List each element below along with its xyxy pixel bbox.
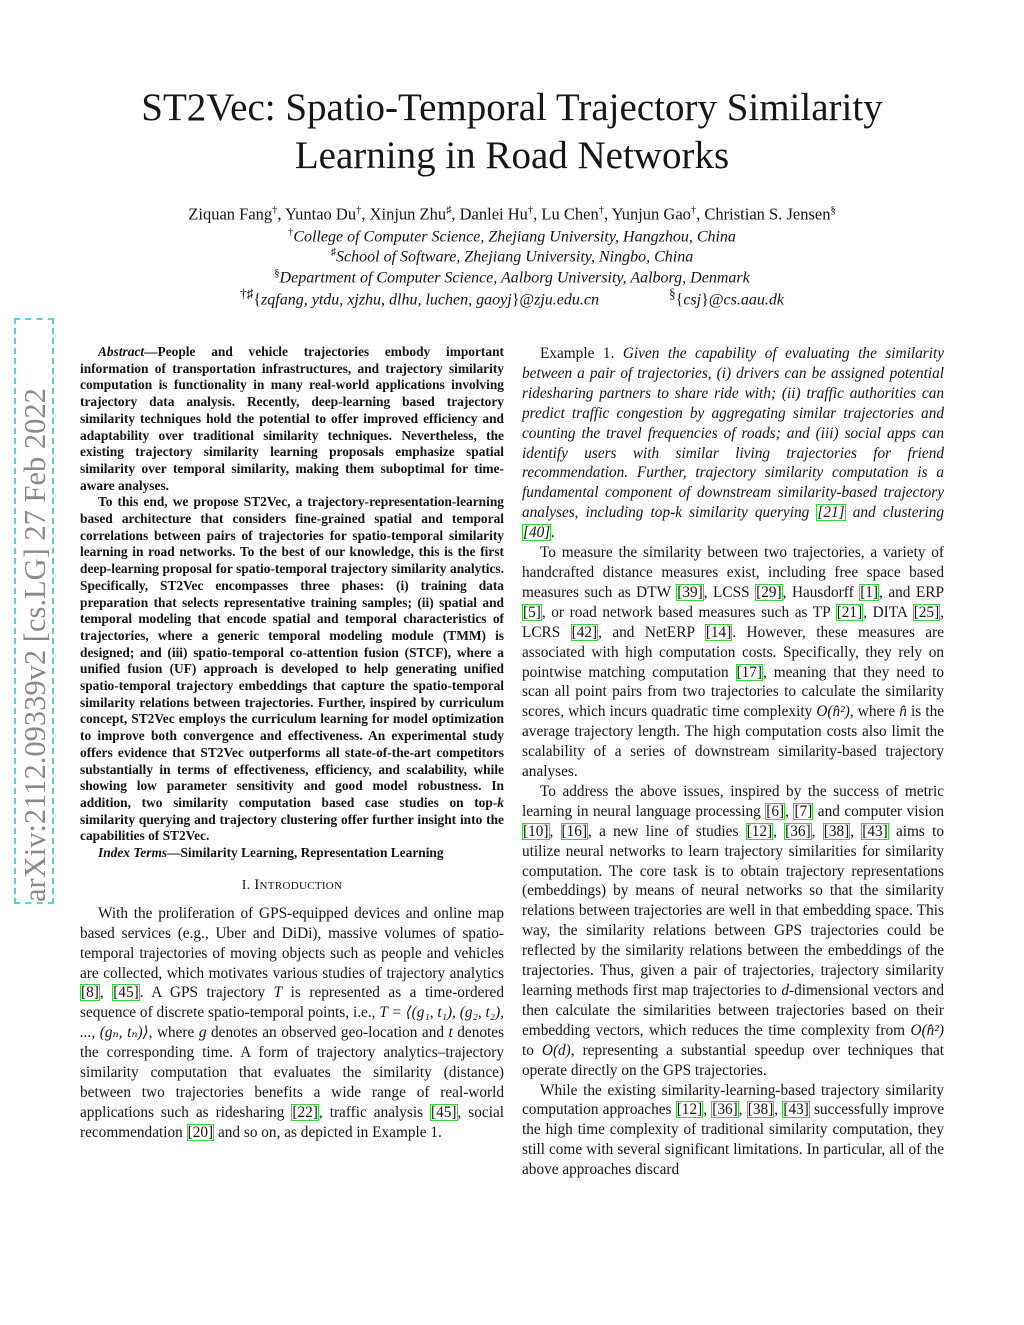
text-run: is represented as a time-ordered sequence of discrete spatio-temporal points, i.e., — [80, 984, 504, 1022]
text-run: , a new line of studies — [588, 822, 746, 840]
author-name: Danlei Hu — [459, 204, 528, 224]
citation-link[interactable]: [21] — [817, 504, 845, 522]
citation-link[interactable]: [6] — [766, 802, 785, 820]
text-run: , social recommendation — [80, 1103, 504, 1141]
citation-link[interactable]: [5] — [523, 603, 541, 621]
citation-link[interactable]: [45] — [431, 1103, 457, 1121]
author-mark: ♯ — [446, 205, 452, 216]
paper-title — [100, 84, 924, 180]
math-k: k — [497, 794, 504, 810]
affiliation-text: School of Software, Zhejiang University, Ningbo, China — [336, 248, 694, 266]
affiliation-text: Department of Computer Science, Aalborg University, Aalborg, Denmark — [279, 269, 750, 287]
title-line-1: ST2Vec: Spatio-Temporal Trajectory Similarity — [141, 86, 883, 129]
citation-link[interactable]: [42] — [571, 623, 598, 641]
citation-link[interactable]: [8] — [81, 984, 99, 1002]
citation-link[interactable]: [38] — [823, 822, 850, 840]
text-run: , representing a substantial speedup over techniques that operate directly on the GPS trajectories. — [522, 1041, 944, 1079]
text-run: denotes the corresponding time. A form of trajectory analytics–trajectory similarity computation that evaluates the similarity (distance) between two trajectories benefits a wide range of real-world applications such as ridesharing — [80, 1024, 505, 1121]
text-run: aims to utilize neural networks to learn trajectory similarities for similarity computation. The core task is to obtain trajectory representations (embeddings) by means of neural networks so that the similarity relations between trajectories are well in that embedding space. This way, the similarity relations between GPS trajectories could be reflected by the similarity relations between the embeddings of the trajectories. Thus, given a pair of trajectories, trajectory similarity learning methods first map trajectories to — [522, 822, 944, 999]
index-terms: Index Terms—Similarity Learning, Representation Learning — [98, 845, 444, 861]
text-run: similarity querying — [681, 504, 817, 522]
author-name: Yunjun Gao — [611, 204, 691, 224]
math-complexity: O(d) — [541, 1041, 571, 1059]
text-run: successfully improve the high time complexity of traditional similarity computation, they still come with several significant limitations. In particular, all of the above approaches discard — [522, 1101, 945, 1179]
math-complexity: O(n̂²) — [816, 703, 850, 721]
text-run: , traffic analysis — [318, 1103, 431, 1121]
citation-link[interactable]: [12] — [676, 1101, 703, 1119]
text-run: , — [549, 822, 561, 840]
author-name: Lu Chen — [541, 204, 599, 224]
citation-link[interactable]: [14] — [705, 623, 732, 641]
citation-link[interactable]: [43] — [862, 822, 888, 840]
math-n-hat: n̂ — [899, 703, 907, 721]
abstract-label: Abstract — [98, 344, 145, 359]
abstract — [80, 344, 504, 862]
citation-link[interactable]: [12] — [746, 822, 773, 840]
section-number: I. — [241, 877, 251, 893]
text-run: . — [551, 524, 556, 542]
text-run: , — [738, 1101, 747, 1119]
author-mark: † — [356, 205, 362, 216]
text-run: , LCRS — [522, 603, 945, 641]
text-run: , LCSS — [703, 583, 756, 601]
citation-link[interactable]: [20] — [187, 1123, 214, 1141]
abstract-text: People and vehicle trajectories embody important information of transportation infrastructures, and trajectory similarity computation is functionality in many real-world applications involving trajectory data analysis. Recently, deep-learning based trajectory similarity techniques hold the potential to offer improved efficiency and adaptability over traditional similarity techniques. Nevertheless, the existing trajectory similarity learning proposals emphasize spatial similarity over temporal similarity, making them suboptimal for time-aware analyses. — [80, 344, 504, 493]
index-terms-label: Index Terms — [98, 845, 168, 861]
text-run: To measure the similarity between two trajectories, a variety of handcrafted distance measures exist, including free space based measures such as DTW — [522, 544, 944, 601]
email-domain: @cs.aau.dk — [708, 291, 784, 309]
author-mark: § — [830, 205, 836, 216]
left-column — [80, 344, 504, 1143]
text-run: , — [850, 822, 862, 840]
citation-link[interactable]: [43] — [783, 1101, 809, 1119]
citation-link[interactable]: [1] — [860, 583, 879, 601]
body-paragraph — [522, 1081, 944, 1181]
title-line-2: Learning in Road Networks — [294, 134, 730, 177]
citation-link[interactable]: [25] — [913, 603, 940, 621]
math-trajectory-formula: T = ⟨(g₁, t₁), (g₂, t₂), ..., (gₙ, tₙ)⟩ — [80, 1004, 504, 1042]
author-mark: † — [272, 205, 278, 216]
math-complexity: O(n̂²) — [910, 1021, 944, 1039]
text-run: to — [522, 1041, 542, 1059]
author-mark: † — [690, 205, 697, 216]
right-column — [522, 344, 944, 1180]
text-run: , — [703, 1101, 712, 1119]
math-k: k — [675, 504, 682, 522]
citation-link[interactable]: [39] — [677, 583, 703, 601]
body-paragraph — [522, 543, 944, 782]
author-name: Christian S. Jensen — [704, 204, 831, 224]
citation-link[interactable]: [7] — [794, 802, 813, 820]
math-t: t — [448, 1024, 453, 1042]
text-run: and clustering — [845, 504, 944, 522]
abstract-text: To this end, we propose ST2Vec, a trajectory-representation-learning based architecture that considers fine-grained spatial and temporal correlations between pairs of trajectories for spatio-temporal similarity learning in road networks. To the best of our knowledge, this is the first deep-learning proposal for spatio-temporal trajectory similarity analytics. Specifically, ST2Vec encompasses three phases: (i) training data preparation that selects representative training samples; (ii) spatial and temporal modeling that encode spatial and temporal characteristics of trajectories, where a generic temporal modeling module (TMM) is designed; and (iii) spatio-temporal co-attention fusion (STCF), where a unified fusion (UF) approach is developed to help generating unified spatio-temporal trajectory embeddings that capture the spatio-temporal similarity relations between trajectories. Further, inspired by curriculum concept, ST2Vec employs the curriculum learning for model optimization to improve both convergence and effectiveness. An experimental study offers evidence that ST2Vec outperforms all state-of-the-art competitors substantially in terms of effectiveness, efficiency, and scalability, while showing low parameter sensitivity and good model robustness. In addition, two similarity computation based case studies on top- — [80, 494, 504, 810]
affiliation-mark: § — [274, 268, 280, 279]
email-domain: @zju.edu.cn — [519, 291, 599, 309]
text-run: , where — [849, 703, 900, 721]
affiliation-mark: ♯ — [330, 247, 337, 258]
text-run: , — [811, 822, 823, 840]
text-run: , — [785, 802, 794, 820]
abstract-text: similarity querying and trajectory clustering offer further insight into the capabilities of ST2Vec. — [80, 811, 504, 844]
affiliation-text: College of Computer Science, Zhejiang University, Hangzhou, China — [293, 228, 736, 246]
author-list: Ziquan Fang†, Yuntao Du†, Xinjun Zhu♯, Danlei Hu†, Lu Chen†, Yunjun Gao†, Christian S. Jensen§ — [188, 204, 836, 224]
example-label: Example 1. — [540, 345, 615, 362]
intro-paragraph — [80, 904, 504, 1143]
citation-link[interactable]: [45] — [113, 984, 139, 1002]
author-mark: † — [527, 205, 534, 216]
text-run: -dimensional vectors and then calculate the similarities between trajectories based on their embedding vectors, which reduces the time complexity from — [522, 982, 944, 1039]
text-run: and so on, as depicted in Example 1. — [214, 1123, 442, 1141]
text-run: , meaning that they need to scan all point pairs from two trajectories to calculate the similarity scores, which incurs quadratic time complexity — [522, 663, 944, 721]
citation-link[interactable]: [36] — [712, 1101, 738, 1119]
citation-link[interactable]: [21] — [836, 603, 863, 621]
citation-link[interactable]: [16] — [561, 822, 588, 840]
abstract-paragraph — [80, 494, 504, 845]
text-run: and computer vision — [813, 802, 944, 820]
abstract-paragraph: Abstract—People and vehicle trajectories embody important information of transportation infrastructures, and trajectory similarity computation is functionality in many real-world applications involving trajectory data analysis. Recently, deep-learning based trajectory similarity techniques hold the potential to offer improved efficiency and adaptability over traditional similarity techniques. Nevertheless, the existing trajectory similarity learning proposals emphasize spatial similarity over temporal similarity, making them suboptimal for time-aware analyses. — [80, 344, 504, 493]
email-mark: †♯ — [240, 286, 254, 301]
email-users: zqfang, ytdu, xjzhu, dlhu, luchen, gaoyj — [261, 291, 512, 309]
email-line: †♯{zqfang, ytdu, xjzhu, dlhu, luchen, gaoyj}@zju.edu.cn §{csj}@cs.aau.dk — [240, 286, 784, 309]
citation-link[interactable]: [36] — [785, 822, 811, 840]
citation-link[interactable]: [10] — [523, 822, 549, 840]
text-run: . However, these measures are associated with high computation costs. Specifically, they rely on pointwise matching computation — [522, 623, 944, 681]
author-name: Xinjun Zhu — [369, 204, 447, 224]
text-run: , — [99, 984, 113, 1002]
example-paragraph — [522, 344, 944, 543]
math-T: T — [273, 984, 283, 1002]
author-name: Ziquan Fang — [188, 204, 273, 224]
text-run: , and ERP — [879, 583, 944, 601]
text-run: , or road network based measures such as TP — [541, 603, 836, 621]
arxiv-identifier[interactable]: arXiv:2112.09339v2 [cs.LG] 27 Feb 2022 — [18, 388, 52, 902]
author-mark: † — [598, 205, 604, 216]
section-heading — [80, 877, 504, 894]
citation-link[interactable]: [29] — [756, 583, 782, 601]
right-body — [522, 344, 944, 1180]
example-text — [522, 345, 944, 541]
text-run: , — [774, 1101, 783, 1119]
text-run: , — [773, 822, 785, 840]
math-d: d — [781, 982, 789, 999]
text-run: , DITA — [863, 603, 913, 621]
text-run: denotes an observed geo-location and — [206, 1024, 449, 1042]
text-run: . A GPS trajectory — [139, 984, 274, 1002]
citation-link[interactable]: [40] — [523, 524, 551, 542]
text-run: , and NetERP — [598, 623, 705, 641]
author-name: Yuntao Du — [285, 204, 357, 224]
text-run: , where — [148, 1024, 199, 1042]
citation-link[interactable]: [17] — [736, 663, 763, 681]
email-users: csj — [683, 291, 702, 309]
affiliation-mark: † — [288, 227, 294, 238]
citation-link[interactable]: [22] — [292, 1103, 318, 1121]
email-mark: § — [668, 286, 676, 301]
text-run: With the proliferation of GPS-equipped devices and online map based services (e.g., Uber and DiDi), massive volumes of spatio-temporal trajectories of moving objects such as people and vehicles are collected, which motivates various studies of trajectory analytics — [80, 904, 504, 982]
math-g: g — [198, 1024, 207, 1042]
intro-body — [80, 904, 504, 1143]
text-run: To address the above issues, inspired by the success of metric learning in neural language processing — [522, 782, 944, 820]
citation-link[interactable]: [38] — [747, 1101, 774, 1119]
index-terms-text: Similarity Learning, Representation Learning — [180, 845, 444, 861]
text-run: While the existing similarity-learning-based trajectory similarity computation approaches — [522, 1081, 944, 1119]
section-title: Introduction — [254, 876, 343, 893]
text-run: is the average trajectory length. The high computation costs also limit the scalability of a series of downstream similarity-based trajectory analyses. — [522, 703, 945, 781]
text-run: , Hausdorff — [782, 583, 860, 601]
body-paragraph — [522, 782, 944, 1081]
text-run: Given the capability of evaluating the similarity between a pair of trajectories, (i) drivers can be assigned potential ridesharing partners to share ride with; (ii) traffic authorities can predict traffic congestion by aggregating similar trajectories and counting the travel frequencies of roads; and (iii) social apps can identify users with similar living trajectories for friend recommendation. Further, trajectory similarity computation is a fundamental component of downstream similarity-based trajectory analyses, including top- — [522, 345, 944, 522]
